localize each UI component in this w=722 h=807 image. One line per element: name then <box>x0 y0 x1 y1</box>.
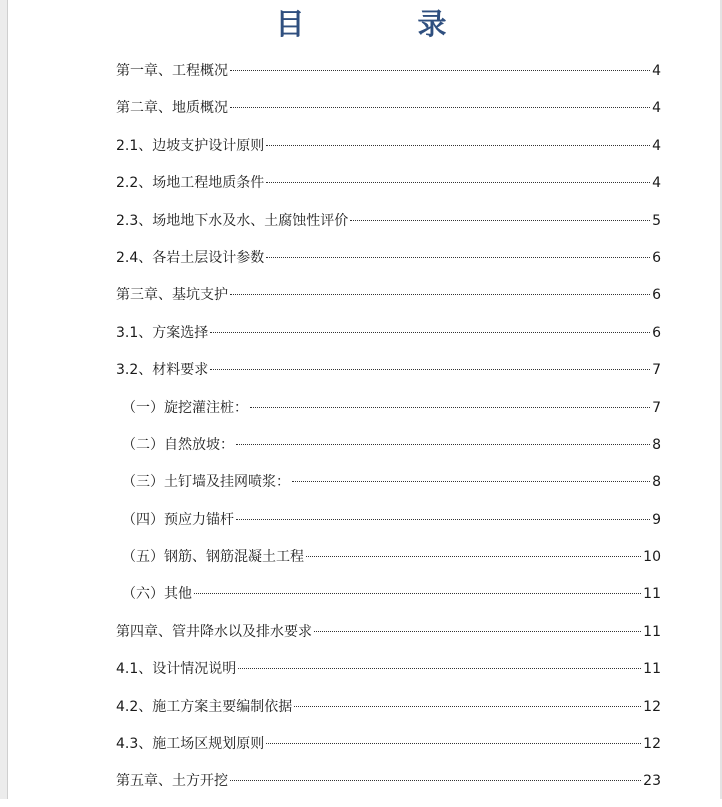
toc-page-number: 11 <box>643 661 661 678</box>
toc-entry-3-2-6[interactable] <box>116 582 661 619</box>
toc-dot-leader <box>230 107 650 108</box>
toc-dot-leader <box>210 369 650 370</box>
toc-entry-2-4[interactable] <box>116 246 661 283</box>
toc-entry-chapter-1[interactable] <box>116 59 661 96</box>
toc-dot-leader <box>230 70 650 71</box>
toc-entry-label: （三）土钉墙及挂网喷浆： <box>122 474 290 491</box>
toc-dot-leader <box>238 668 641 669</box>
toc-dot-leader <box>292 481 650 482</box>
toc-dot-leader <box>250 407 650 408</box>
toc-entry-chapter-3[interactable] <box>116 283 661 320</box>
toc-entry-label: 2.3、场地地下水及水、土腐蚀性评价 <box>116 212 349 229</box>
toc-entry-3-1[interactable] <box>116 321 661 358</box>
toc-entry-label: 第四章、管井降水以及排水要求 <box>116 623 312 640</box>
toc-page-number: 9 <box>652 511 661 528</box>
page-left-edge <box>0 0 8 799</box>
toc-page-number: 4 <box>652 137 661 154</box>
toc-entry-label: 3.1、方案选择 <box>116 324 209 341</box>
toc-dot-leader <box>230 294 650 295</box>
toc-entry-2-1[interactable] <box>116 134 661 171</box>
toc-entry-label: 第二章、地质概况 <box>116 100 228 117</box>
toc-page-number: 7 <box>652 362 661 379</box>
toc-page-number: 4 <box>652 63 661 79</box>
toc-page-number: 11 <box>643 586 661 603</box>
toc-page-number: 7 <box>652 399 661 416</box>
toc-page-number: 8 <box>652 436 661 453</box>
toc-page-number: 5 <box>652 212 661 229</box>
toc-page-number: 6 <box>652 324 661 341</box>
toc-entry-label: 第五章、土方开挖 <box>116 773 228 790</box>
toc-dot-leader <box>266 257 650 258</box>
toc-entry-3-2-4[interactable] <box>116 508 661 545</box>
toc-entry-label: 4.1、设计情况说明 <box>116 661 237 678</box>
toc-entry-label: （四）预应力锚杆 <box>122 511 234 528</box>
toc-dot-leader <box>350 220 650 221</box>
toc-entry-label: （二）自然放坡： <box>122 436 234 453</box>
toc-entry-label: 3.2、材料要求 <box>116 362 209 379</box>
toc-page-number: 4 <box>652 175 661 192</box>
toc-page-number: 6 <box>652 287 661 304</box>
table-of-contents <box>116 59 661 807</box>
toc-entry-label: 2.4、各岩土层设计参数 <box>116 249 265 266</box>
toc-dot-leader <box>266 743 641 744</box>
toc-entry-3-2-3[interactable] <box>116 470 661 507</box>
toc-entry-3-2-1[interactable] <box>116 396 661 433</box>
toc-dot-leader <box>266 145 650 146</box>
toc-entry-label: 第一章、工程概况 <box>116 63 228 79</box>
toc-entry-label: 第三章、基坑支护 <box>116 287 228 304</box>
toc-page-number: 8 <box>652 474 661 491</box>
toc-entry-label: （一）旋挖灌注桩： <box>122 399 248 416</box>
toc-page-number: 10 <box>643 549 661 566</box>
toc-entry-4-3[interactable] <box>116 732 661 769</box>
toc-entry-chapter-4[interactable] <box>116 620 661 657</box>
toc-entry-4-2[interactable] <box>116 695 661 732</box>
toc-entry-3-2-5[interactable] <box>116 545 661 582</box>
toc-page-number: 23 <box>643 773 661 790</box>
toc-entry-2-2[interactable] <box>116 171 661 208</box>
toc-entry-3-2[interactable] <box>116 358 661 395</box>
toc-entry-label: （五）钢筋、钢筋混凝土工程 <box>122 549 304 566</box>
toc-page-number: 12 <box>643 736 661 753</box>
toc-entry-label: 2.2、场地工程地质条件 <box>116 175 265 192</box>
toc-entry-label: 4.3、施工场区规划原则 <box>116 736 265 753</box>
toc-entry-label: （六）其他 <box>122 586 192 603</box>
toc-entry-label: 4.2、施工方案主要编制依据 <box>116 698 293 715</box>
toc-page-number: 6 <box>652 249 661 266</box>
toc-dot-leader <box>230 780 641 781</box>
toc-page-number: 12 <box>643 698 661 715</box>
toc-dot-leader <box>294 706 641 707</box>
toc-dot-leader <box>210 332 650 333</box>
toc-dot-leader <box>314 631 641 632</box>
toc-entry-chapter-5[interactable] <box>116 769 661 806</box>
toc-entry-label: 2.1、边坡支护设计原则 <box>116 137 265 154</box>
toc-entry-4-1[interactable] <box>116 657 661 694</box>
toc-dot-leader <box>236 444 650 445</box>
toc-page-number: 4 <box>652 100 661 117</box>
toc-dot-leader <box>236 519 650 520</box>
toc-dot-leader <box>306 556 641 557</box>
document-title: 目 录 <box>275 7 489 41</box>
toc-page-number: 11 <box>643 623 661 640</box>
toc-entry-chapter-2[interactable] <box>116 96 661 133</box>
toc-entry-3-2-2[interactable] <box>116 433 661 470</box>
toc-dot-leader <box>194 593 641 594</box>
toc-dot-leader <box>266 182 650 183</box>
toc-entry-2-3[interactable] <box>116 209 661 246</box>
